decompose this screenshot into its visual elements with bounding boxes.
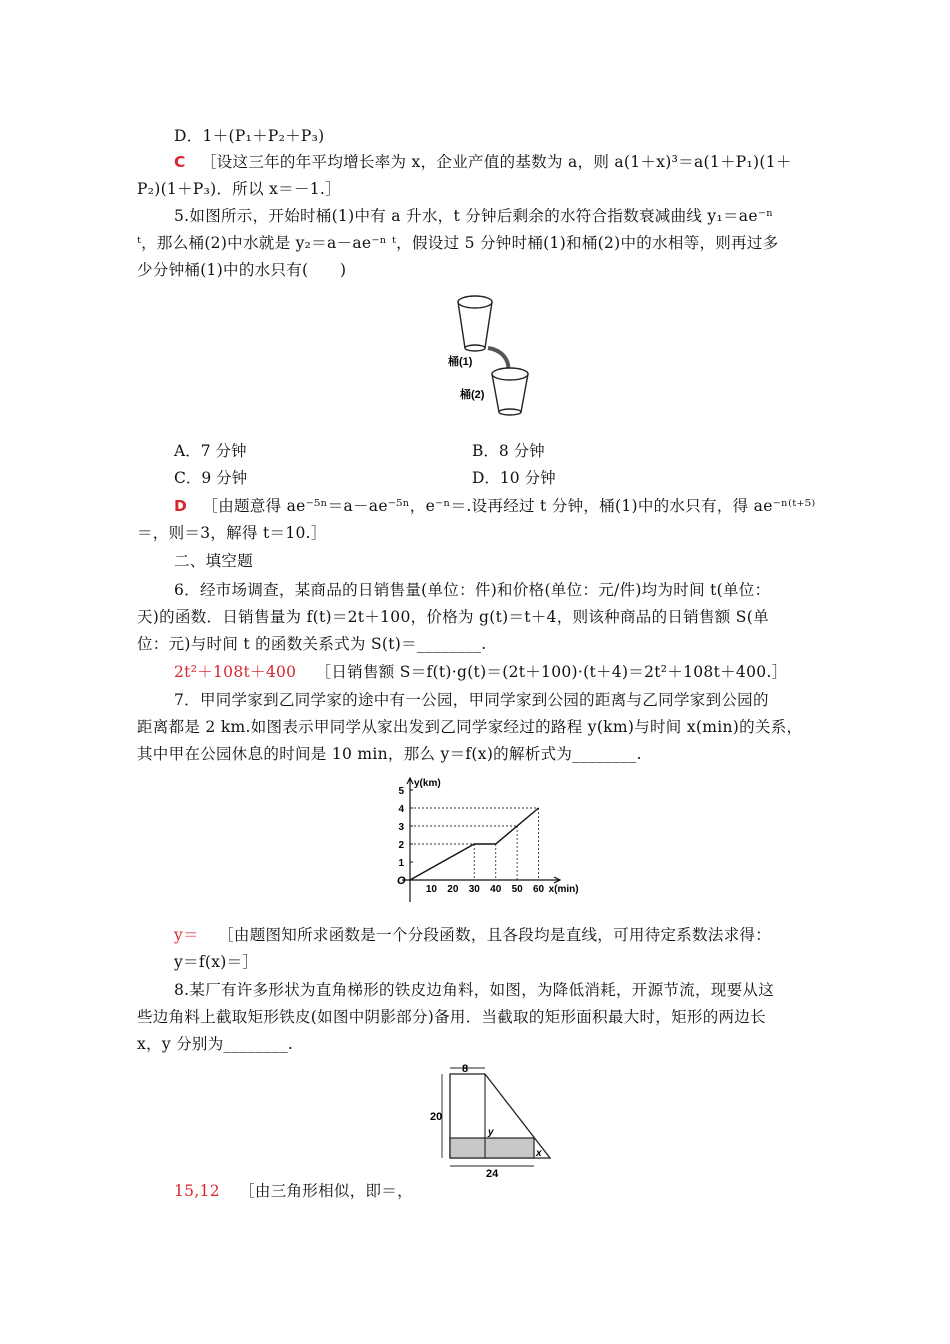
chart-origin-label: O — [397, 875, 406, 887]
label-y: y — [488, 1127, 494, 1138]
bucket-2-label: 桶(2) — [460, 389, 485, 401]
chart-x-label: x(min) — [548, 884, 579, 895]
bucket-1-label: 桶(1) — [448, 356, 473, 368]
section-title: 二、填空题 — [174, 552, 254, 570]
q4-option-d: D．1＋(P₁＋P₂＋P₃) — [174, 127, 325, 145]
chart-x-tick-label: 30 — [468, 884, 480, 895]
q4-explain-2: P₂)(1＋P₃)．所以 x＝－1.］ — [137, 180, 341, 198]
chart-x-tick-label: 50 — [511, 884, 523, 895]
label-left: 20 — [430, 1111, 443, 1123]
q5-stem-1: 5.如图所示，开始时桶(1)中有 a 升水，t 分钟后剩余的水符合指数衰减曲线 y₁＝ae⁻ⁿ — [174, 207, 774, 225]
q7-stem-2: 距离都是 2 km.如图表示甲同学从家出发到乙同学家经过的路程 y(km)与时间 x(min)的关系， — [137, 718, 803, 736]
q5-explain-2: ＝，则＝3，解得 t＝10.］ — [137, 524, 327, 542]
q8-stem-3: x，y 分别为________. — [137, 1035, 294, 1053]
q4-answer-line — [174, 151, 792, 173]
q5-answer-line — [174, 495, 816, 517]
q5-answer-letter: D — [174, 497, 188, 515]
q5-option-c: C．9 分钟 — [174, 469, 248, 487]
chart-ticks — [398, 786, 544, 895]
q7-stem-1: 7．甲同学家到乙同学家的途中有一公园，甲同学家到公园的距离与乙同学家到公园的 — [174, 691, 769, 709]
q7-answer-line — [174, 924, 771, 946]
label-bottom: 24 — [486, 1168, 499, 1180]
q7-explain-2: y＝f(x)＝］ — [174, 953, 259, 971]
q5-option-d: D．10 分钟 — [472, 469, 556, 487]
q5-stem-3: 少分钟桶(1)中的水只有( ) — [137, 261, 347, 279]
q7-answer: y＝ — [174, 926, 199, 944]
chart-y-tick-label: 2 — [398, 840, 404, 851]
chart-x-tick-label: 60 — [533, 884, 545, 895]
q8-answer: 15,12 — [174, 1182, 220, 1200]
trapezoid-figure — [430, 1062, 560, 1182]
distance-time-chart — [385, 772, 595, 912]
q5-option-a: A．7 分钟 — [174, 442, 247, 460]
label-x: x — [536, 1148, 542, 1159]
q6-answer-line — [174, 661, 787, 683]
q7-stem-3: 其中甲在公园休息的时间是 10 min，那么 y＝f(x)的解析式为________. — [137, 745, 642, 763]
q4-explain-1: ［设这三年的年平均增长率为 x，企业产值的基数为 a，则 a(1＋x)³＝a(1＋P₁)(1＋ — [200, 153, 792, 171]
chart-y-tick-label: 1 — [398, 858, 404, 869]
shaded-rectangle — [450, 1138, 534, 1158]
q8-stem-1: 8.某厂有许多形状为直角梯形的铁皮边角料，如图，为降低消耗，开源节流，现要从这 — [174, 981, 774, 999]
q6-answer: 2t²＋108t＋400 — [174, 663, 297, 681]
q5-stem-2: ᵗ，那么桶(2)中水就是 y₂＝a－ae⁻ⁿ ᵗ，假设过 5 分钟时桶(1)和桶(2)中的水相等，则再过多 — [137, 234, 779, 252]
label-top: 8 — [462, 1063, 469, 1075]
bucket-2 — [492, 368, 528, 415]
q6-stem-3: 位：元)与时间 t 的函数关系式为 S(t)＝________. — [137, 635, 487, 653]
q6-stem-2: 天)的函数．日销售量为 f(t)＝2t＋100，价格为 g(t)＝t＋4，则该种商品的日销售额 S(单 — [137, 608, 769, 626]
q5-explain-1: ［由题意得 ae⁻⁵ⁿ＝a－ae⁻⁵ⁿ，e⁻ⁿ＝.设再经过 t 分钟，桶(1)中的水只有，得 ae⁻ⁿ⁽ᵗ⁺⁵⁾ — [202, 497, 816, 515]
q6-stem-1: 6．经市场调查，某商品的日销售量(单位：件)和价格(单位：元/件)均为时间 t(单位： — [174, 581, 771, 599]
q6-explain: ［日销售额 S＝f(t)·g(t)＝(2t＋100)·(t＋4)＝2t²＋108t＋400.］ — [315, 663, 788, 681]
q5-option-b: B．8 分钟 — [472, 442, 545, 460]
q8-stem-2: 些边角料上截取矩形铁皮(如图中阴影部分)备用．当截取的矩形面积最大时，矩形的两边长 — [137, 1008, 766, 1026]
chart-x-tick-label: 40 — [490, 884, 502, 895]
chart-x-tick-label: 10 — [425, 884, 437, 895]
chart-y-tick-label: 4 — [398, 804, 404, 815]
chart-y-tick-label: 5 — [398, 786, 404, 797]
q8-answer-line — [174, 1180, 413, 1202]
bucket-figure — [440, 288, 560, 428]
chart-y-tick-label: 3 — [398, 822, 404, 833]
q8-explain: ［由三角形相似，即＝， — [239, 1182, 413, 1200]
bucket-1 — [458, 296, 492, 351]
q7-explain-1: ［由题图知所求函数是一个分段函数，且各段均是直线，可用待定系数法求得： — [218, 926, 772, 944]
chart-x-tick-label: 20 — [447, 884, 459, 895]
chart-y-label: y(km) — [414, 778, 441, 789]
q4-answer-letter: C — [174, 153, 186, 171]
